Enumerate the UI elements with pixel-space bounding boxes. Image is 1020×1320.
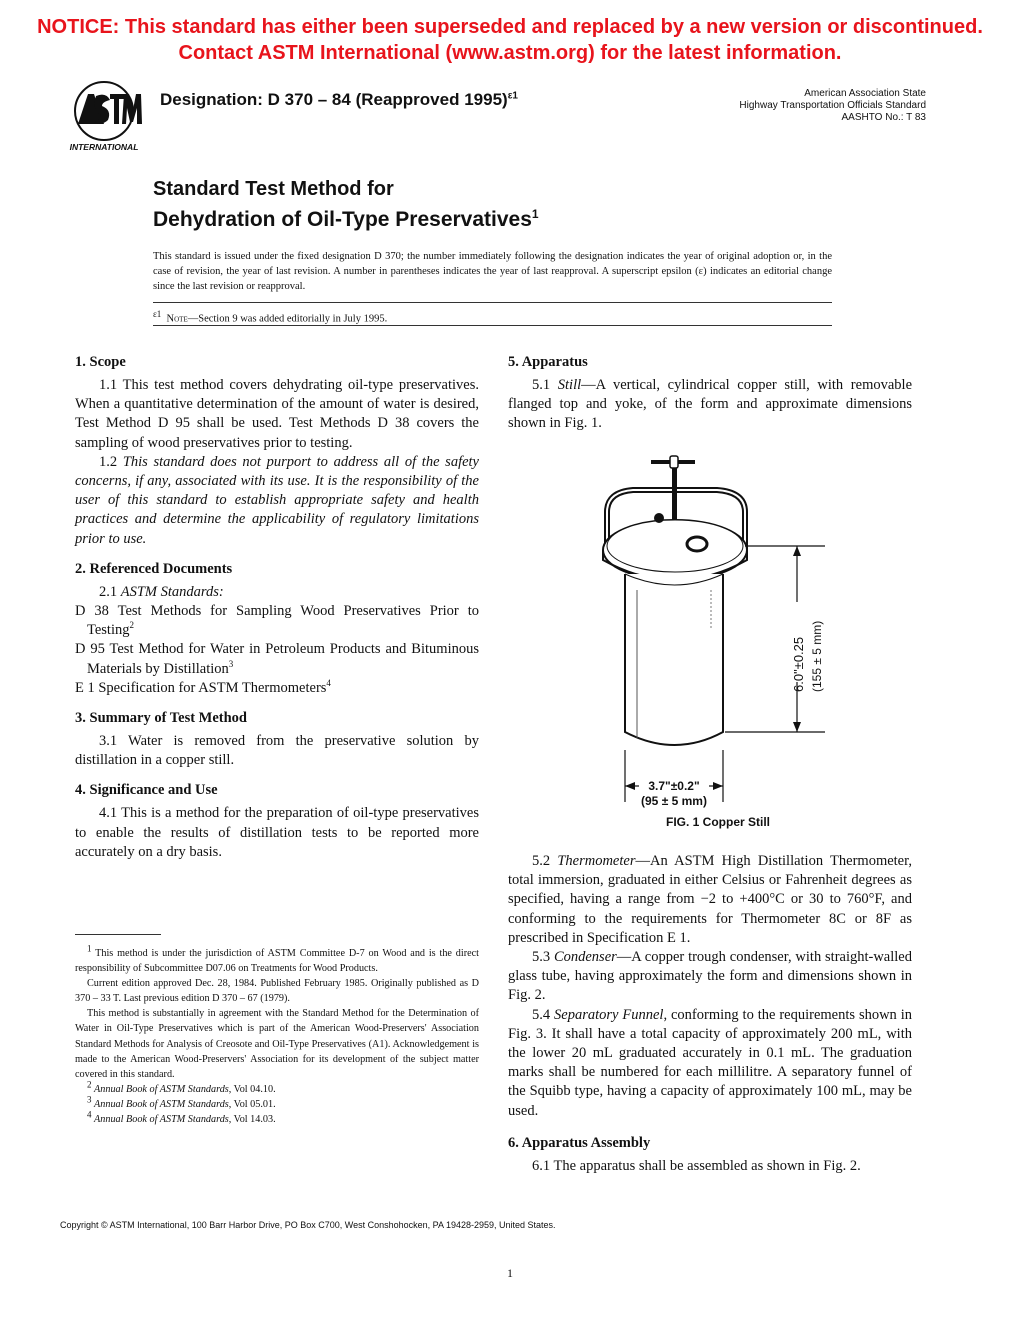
note-epsilon: ε1 [153, 309, 162, 319]
footnote-3: $^3$ Annual Book of ASTM Standards, Vol 05.01. [87, 1094, 276, 1110]
title-sup: 1 [531, 207, 539, 221]
note-text: —Section 9 was added editorially in July 1995. [187, 313, 388, 325]
title-line-2: Dehydration of Oil-Type Preservatives$^1$ [153, 207, 539, 231]
footnote-1: $^1$ This method is under the jurisdiction of ASTM Committee D-7 on Wood and is the direct responsibility of Subcommittee D07.06 on Treatments for Wood Products. [75, 943, 479, 975]
page-number: 1 [507, 1266, 513, 1280]
notice-banner [0, 14, 1020, 66]
notice-line-1: NOTICE: This standard has either been superseded and replaced by a new version or discontinued. [37, 16, 983, 38]
referenced-heading: 2. Referenced Documents [75, 560, 233, 577]
divider-bottom [153, 325, 832, 326]
apparatus-p1: 5.1 Still—A vertical, cylindrical copper still, with removable flanged top and yoke, of the form and approximate dimensions shown in Fig. 1. [508, 377, 913, 432]
dim-height-label-1: 6.0"±0.25 [791, 636, 806, 692]
reference-item: D 38 Test Methods for Sampling Wood Preservatives Prior to Testing$^2$ [75, 603, 479, 639]
assembly-p1: 6.1 The apparatus shall be assembled as shown in Fig. 2. [532, 1157, 861, 1174]
dim-height-label-2: (155 ± 5 mm) [810, 620, 824, 692]
scope-heading: 1. Scope [75, 354, 126, 370]
referenced-p1: 2.1 ASTM Standards: [99, 583, 224, 600]
apparatus-p4: 5.4 Separatory Funnel, conforming to the requirements shown in Fig. 3. It shall have a total capacity of approximately 200 mL, with the lower 20 mL graduated accurately in 0.1 mL. The graduation marks shall be numbered for each millilitre. A separatory funnel of the Squibb type, having a capacity of approximately 100 mL, may be used. [508, 1006, 912, 1119]
footnote-2: $^2$ Annual Book of ASTM Standards, Vol 04.10. [87, 1079, 276, 1095]
footnotes [75, 943, 479, 1127]
dim-width-label-1: 3.7"±0.2" [648, 779, 700, 793]
footnote-divider [75, 934, 161, 935]
figure-caption: FIG. 1 Copper Still [665, 815, 770, 829]
summary-p1: 3.1 Water is removed from the preservative solution by distillation in a copper still. [75, 733, 479, 769]
apparatus-heading: 5. Apparatus [508, 354, 588, 370]
designation-sup: ε1 [507, 90, 518, 102]
significance-heading: 4. Significance and Use [75, 782, 218, 799]
section-significance [75, 780, 479, 862]
section-scope [75, 352, 479, 549]
scope-p2: 1.2 This standard does not purport to address all of the safety concerns, if any, associated with its use. It is the responsibility of the user of this standard to establish appropriate safety and health practices and determine the applicability of regulatory limitations prior to use. [75, 453, 479, 547]
copper-still-figure [585, 450, 865, 814]
reference-item: E 1 Specification for ASTM Thermometers$^4$ [75, 678, 331, 696]
title-line-1: Standard Test Method for [153, 178, 394, 200]
aashto-line-2: Highway Transportation Officials Standard [739, 100, 926, 111]
document-title [153, 177, 539, 232]
designation-text: Designation: D 370 – 84 (Reapproved 1995) [160, 90, 508, 109]
notice-line-2: Contact ASTM International (www.astm.org) for the latest information. [178, 42, 842, 64]
scope-p1: 1.1 This test method covers dehydrating oil-type preservatives. When a quantitative determination of the amount of water is desired, Test Method D 95 shall be used. Test Methods D 38 covers the sampling of wood preservatives prior to testing. [75, 377, 479, 451]
footnote-4: $^4$ Annual Book of ASTM Standards, Vol 14.03. [87, 1109, 276, 1126]
intro-paragraph: This standard is issued under the fixed designation D 370; the number immediately following the designation indicates the year of original adoption or, in the case of revision, the year of last revision. A number in parentheses indicates the year of last reapproval. A superscript epsilon (ε) indicates an editorial change since the last revision or reapproval. [153, 251, 832, 292]
note-label: Note [166, 313, 188, 325]
footnote-1b: Current edition approved Dec. 28, 1984. Published February 1985. Originally published as D 370 – 33 T. Last previous edition D 370 – 67 (1979). [75, 978, 479, 1005]
editorial-note [153, 309, 387, 325]
divider-top [153, 302, 832, 303]
assembly-heading: 6. Apparatus Assembly [508, 1134, 651, 1151]
aashto-line-1: American Association State [804, 88, 926, 99]
logo-wordmark: INTERNATIONAL [69, 142, 139, 152]
aashto-line-3: AASHTO No.: T 83 [841, 112, 926, 123]
aashto-block [739, 88, 926, 124]
footnote-1c: This method is substantially in agreement with the Standard Method for the Determination of Water in Oil-Type Preservatives which is part of the American Wood-Preservers' Association Standard Methods for Analysis of Creosote and Oil-Type Preservatives (A1). Acknowledgement is made to the American Wood-Preservers' Association for its development of the subject matter covered in this standard. [75, 1008, 479, 1080]
section-referenced [75, 559, 479, 698]
designation [160, 90, 518, 110]
right-column-top [508, 352, 912, 434]
reference-item: D 95 Test Method for Water in Petroleum Products and Bituminous Materials by Distillation$^3$ [75, 641, 479, 677]
section-summary [75, 708, 479, 770]
significance-p1: 4.1 This is a method for the preparation of oil-type preservatives to enable the results of distillation tests to be reported more accurately on a dry basis. [75, 805, 479, 860]
astm-logo [58, 80, 150, 154]
summary-heading: 3. Summary of Test Method [75, 710, 247, 727]
left-column [75, 352, 479, 872]
copyright: Copyright © ASTM International, 100 Barr Harbor Drive, PO Box C700, West Conshohocken, PA 19428-2959, United States. [60, 1220, 556, 1230]
apparatus-p2: 5.2 Thermometer—An ASTM High Distillation Thermometer, total immersion, graduated in either Celsius or Fahrenheit degrees as specified, having a range from −2 to +400°C or 30 to 760°F, and conforming to the requirements for Thermometer 8C or 8F as prescribed in Specification E 1. [508, 853, 912, 946]
right-column-bottom [508, 852, 912, 1176]
apparatus-p3: 5.3 Condenser—A copper trough condenser, with straight-walled glass tube, having approximately the form and dimensions shown in Fig. 2. [508, 949, 912, 1004]
dim-width-label-2: (95 ± 5 mm) [641, 794, 707, 808]
